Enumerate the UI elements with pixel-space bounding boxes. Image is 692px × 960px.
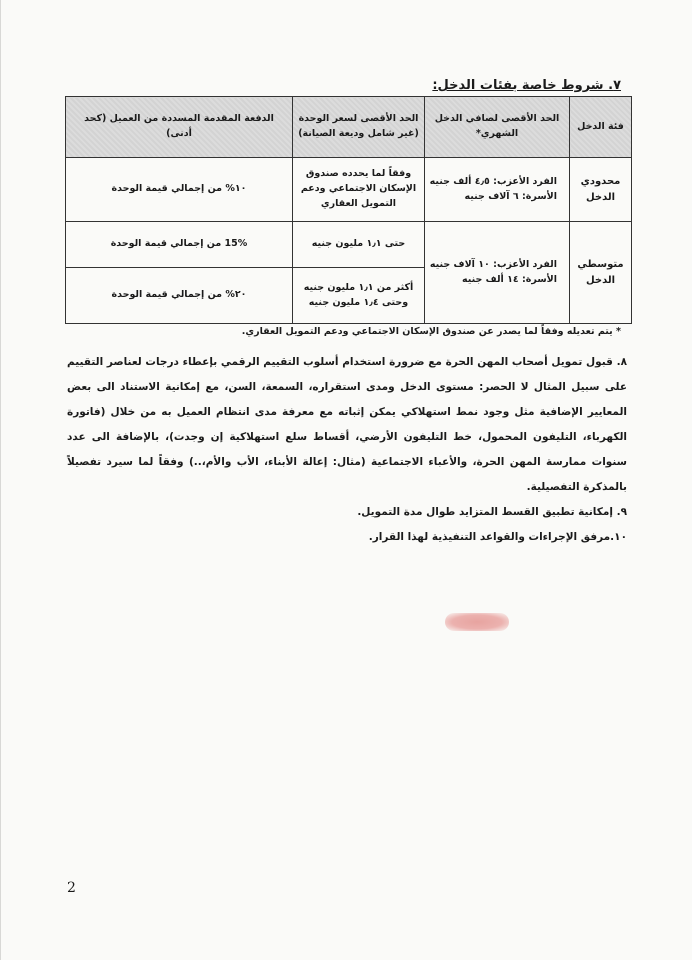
list-item: ٩. إمكانية تطبيق القسط المتزايد طوال مدة التمويل.: [357, 506, 627, 518]
list-item: ١٠.مرفق الإجراءات والقواعد التنفيذية لهذا القرار.: [368, 531, 627, 543]
income-single: الفرد الأعزب: ٤٫٥ ألف جنيه: [429, 175, 557, 187]
max-price-cell: أكثر من ١٫١ مليون جنيه وحتى ١٫٤ مليون جنيه: [293, 268, 425, 324]
table-row: [66, 222, 632, 268]
section-title: ٧. شروط خاصة بفئات الدخل:: [432, 78, 621, 93]
header-max-unit-price: الحد الأقصى لسعر الوحدة (غير شامل وديعة الصيانة): [293, 97, 425, 158]
down-payment-cell: ٢٠% من إجمالي قيمة الوحدة: [66, 268, 293, 324]
category-cell: محدودي الدخل: [570, 158, 632, 222]
table-footnote: * يتم تعديله وفقاً لما يصدر عن صندوق الإسكان الاجتماعي ودعم التمويل العقاري.: [241, 326, 621, 337]
income-cell: [425, 158, 570, 222]
table-header-row: [66, 97, 632, 158]
income-single: الفرد الأعزب: ١٠ آلاف جنيه: [429, 258, 557, 270]
category-cell: متوسطي الدخل: [570, 222, 632, 324]
income-family: الأسرة: ٦ آلاف جنيه: [464, 190, 557, 202]
down-payment-cell: 15% من إجمالي قيمة الوحدة: [66, 222, 293, 268]
header-income-category: فئة الدخل: [570, 97, 632, 158]
list-item: ٨. قبول تمويل أصحاب المهن الحرة مع ضرورة استخدام أسلوب التقييم الرقمي بإعطاء درجات لعناصر التقييم على سبيل المثال لا الحصر: مستوى الدخل ومدى استقراره، السمعة، السن، مع إمكانية الاستناد الى بعض المعايير الإضافية مثل وجود نمط استهلاكي يمكن إثباته مع معرفة مدى انتظام العميل به من خلال (فاتورة الكهرباء، التليفون المحمول، خط التليفون الأرضي، أقساط سلع استهلاكية إن وجدت)، بالإضافة الى عدد سنوات ممارسة المهن الحرة، والأعباء الاجتماعية (مثال: إعالة الأبناء، الأب والأم،..) وفقاً لما سيرد تفصيلاً بالمذكرة التفصيلية.: [67, 356, 627, 493]
down-payment-cell: ١٠% من إجمالي قيمة الوحدة: [66, 158, 293, 222]
header-down-payment: الدفعة المقدمة المسددة من العميل (كحد أدنى): [66, 97, 293, 158]
redacted-stamp: [445, 613, 509, 631]
table-row: [66, 158, 632, 222]
conditions-list: [67, 350, 627, 550]
income-cell: [425, 222, 570, 324]
income-table: [65, 96, 632, 324]
page-number: 2: [67, 880, 76, 896]
max-price-cell: وفقاً لما يحدده صندوق الإسكان الاجتماعي ودعم التمويل العقاري: [293, 158, 425, 222]
header-max-income: الحد الأقصى لصافي الدخل الشهري*: [425, 97, 570, 158]
max-price-cell: حتى ١٫١ مليون جنيه: [293, 222, 425, 268]
income-family: الأسرة: ١٤ ألف جنيه: [461, 273, 557, 285]
